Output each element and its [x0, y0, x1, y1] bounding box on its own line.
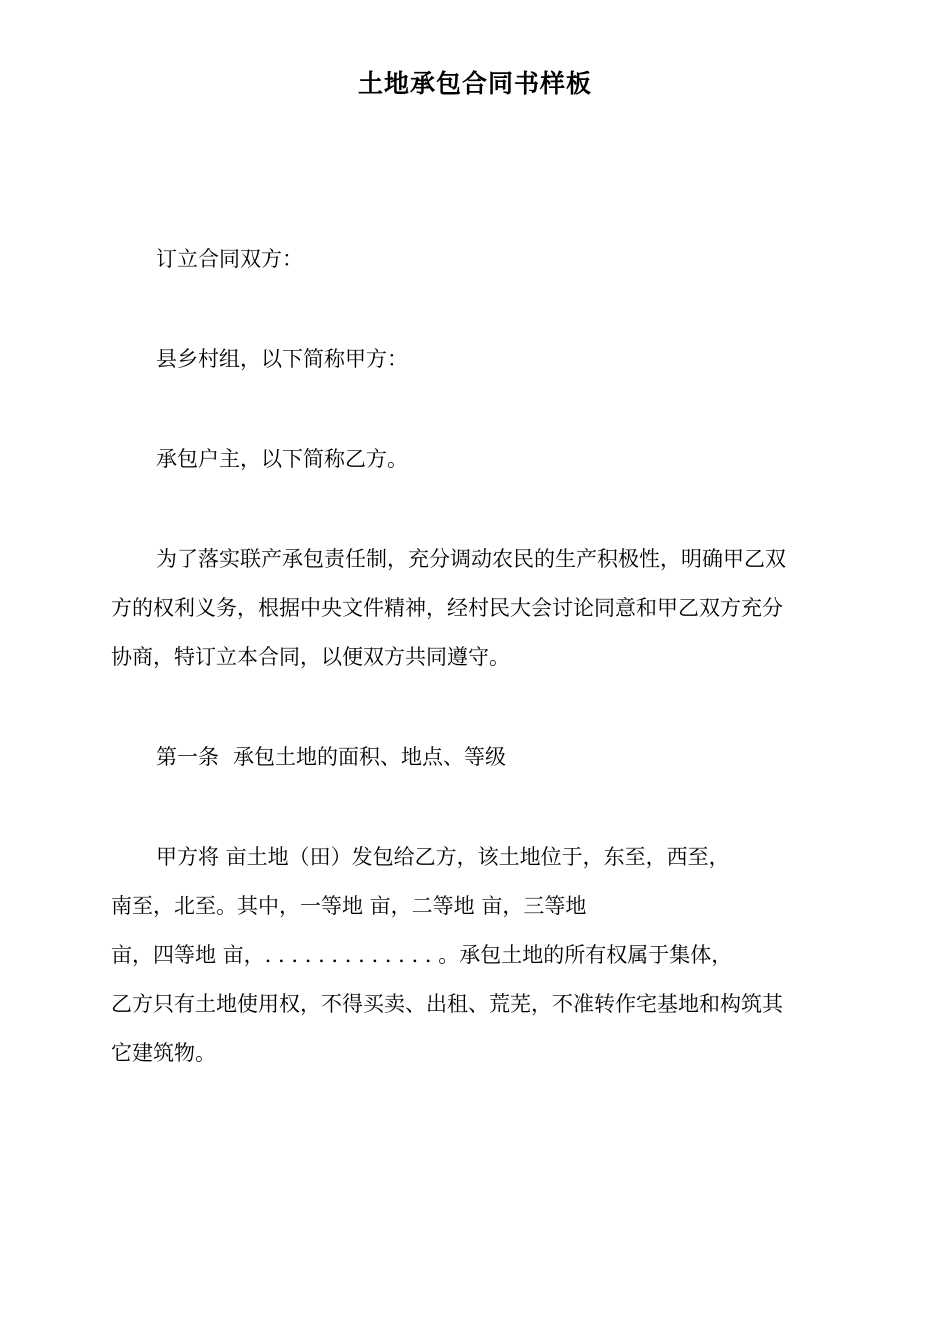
party-a-paragraph	[111, 335, 856, 384]
article-1-heading	[111, 733, 856, 782]
parties-heading-paragraph	[111, 235, 856, 284]
article-1-number: 第一条	[156, 745, 219, 769]
article-1-body-line: 甲方将 亩土地（田）发包给乙方，该土地位于，东至，西至，	[156, 845, 730, 869]
preamble-line: 协商，特订立本合同，以便双方共同遵守。	[111, 645, 510, 669]
preamble-line: 为了落实联产承包责任制，充分调动农民的生产积极性，明确甲乙双	[156, 547, 786, 571]
article-1-body	[111, 833, 856, 1078]
article-1-body-line: 南至，北至。其中，一等地 亩，二等地 亩，三等地	[111, 894, 587, 918]
article-1-title: 承包土地的面积、地点、等级	[233, 745, 506, 769]
article-1-body-line: 乙方只有土地使用权，不得买卖、出租、荒芜，不准转作宅基地和构筑其	[111, 992, 783, 1016]
party-a-line: 县乡村组，以下简称甲方：	[156, 347, 408, 371]
document-title: 土地承包合同书样板	[357, 69, 592, 98]
party-b-line: 承包户主，以下简称乙方。	[156, 447, 408, 471]
preamble-line: 方的权利义务，根据中央文件精神，经村民大会讨论同意和甲乙双方充分	[111, 596, 783, 620]
parties-heading: 订立合同双方：	[156, 247, 303, 271]
article-1-body-line: 它建筑物。	[111, 1041, 216, 1065]
preamble-paragraph	[111, 535, 856, 682]
article-1-heading-line	[111, 733, 856, 782]
party-b-paragraph	[111, 435, 856, 484]
article-1-body-line: 亩，四等地 亩，. . . . . . . . . . . . . 。承包土地的所有权属于集体，	[111, 943, 733, 967]
